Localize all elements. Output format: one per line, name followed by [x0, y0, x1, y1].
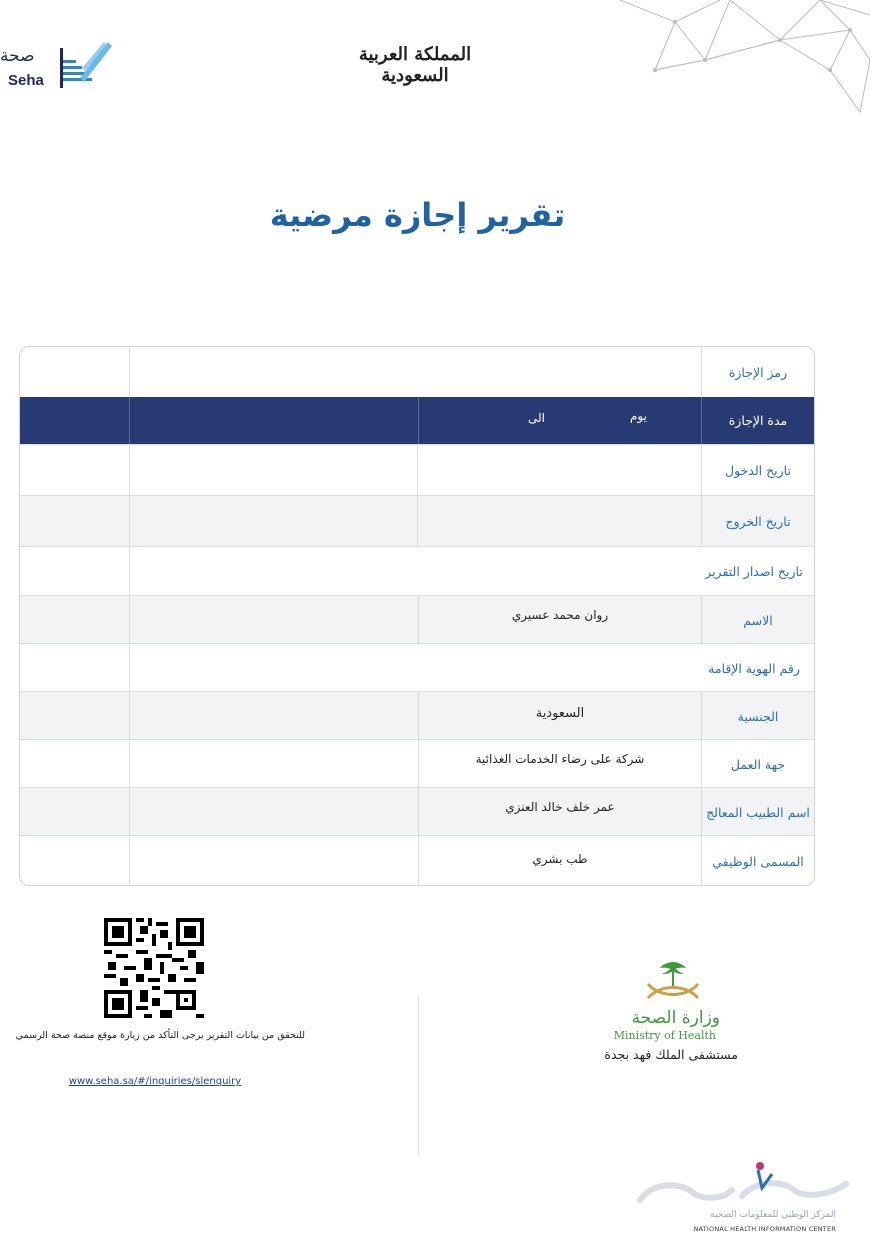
- nhic-name-english: NATIONAL HEALTH INFORMATION CENTER: [693, 1225, 836, 1233]
- value-nationality-ar: السعودية: [535, 706, 585, 721]
- row-nationality: [20, 691, 814, 740]
- moh-emblem-icon: [640, 958, 706, 1006]
- row-leave-duration: [20, 397, 814, 444]
- label-leave-duration: مدة الإجازة: [728, 413, 788, 428]
- row-job-title: [20, 835, 814, 886]
- seha-logo-english: Seha: [8, 72, 44, 89]
- qr-verification-note: للتحقق من بيانات التقرير يرجى التأكد من زيارة موقع منصة صحة الرسمي: [15, 1030, 305, 1041]
- value-employer-ar: شركة على رضاء الخدمات الغذائية: [475, 752, 645, 766]
- hospital-name: مستشفى الملك فهد بجدة: [604, 1047, 738, 1062]
- footer-divider: [418, 995, 419, 1155]
- row-id-number: [20, 643, 814, 692]
- row-admission-date: [20, 444, 814, 496]
- duration-to-label: الى: [528, 411, 545, 425]
- label-doctor: اسم الطبيب المعالج: [706, 804, 810, 820]
- label-leave-code: رمز الإجازة: [728, 364, 788, 380]
- document-title: تقرير إجازة مرضية: [269, 196, 566, 234]
- label-job-title: المسمى الوظيفي: [712, 853, 804, 869]
- seha-check-icon: [58, 38, 114, 90]
- label-discharge-date: تاريخ الخروج: [725, 514, 791, 529]
- seha-logo-arabic: صحة: [0, 46, 35, 66]
- report-table: [19, 346, 815, 886]
- network-decoration: [620, 0, 870, 115]
- value-doctor-ar: عمر خلف خالد العنزي: [505, 800, 615, 814]
- row-doctor: [20, 787, 814, 836]
- nhic-name-arabic: المركز الوطني للمعلومات الصحية: [710, 1210, 836, 1220]
- ministry-name-arabic: وزارة الصحة: [631, 1008, 720, 1028]
- kingdom-calligraphy: المملكة العربية السعودية: [358, 44, 472, 86]
- label-name: الاسم: [743, 612, 773, 628]
- row-name: [20, 595, 814, 644]
- label-id-number: رقم الهوية الإقامة: [708, 660, 800, 676]
- row-issue-date: [20, 546, 814, 596]
- value-job-title-ar: طب بشري: [532, 852, 588, 866]
- row-employer: [20, 739, 814, 788]
- verification-link[interactable]: www.seha.sa/#/inquiries/slenquiry: [68, 1076, 242, 1087]
- value-name-ar: روان محمد عسيري: [511, 608, 609, 622]
- row-discharge-date: [20, 495, 814, 547]
- ministry-name-english: Ministry of Health: [613, 1029, 716, 1042]
- label-issue-date: تاريخ اصدار التقرير: [705, 564, 803, 579]
- label-nationality: الجنسية: [737, 708, 779, 724]
- row-leave-code: [20, 347, 814, 397]
- nhic-logo-icon: [632, 1160, 868, 1212]
- qr-code: [104, 918, 204, 1018]
- label-admission-date: تاريخ الدخول: [725, 463, 791, 478]
- label-employer: جهة العمل: [730, 756, 786, 772]
- duration-day-label: يوم: [630, 409, 647, 423]
